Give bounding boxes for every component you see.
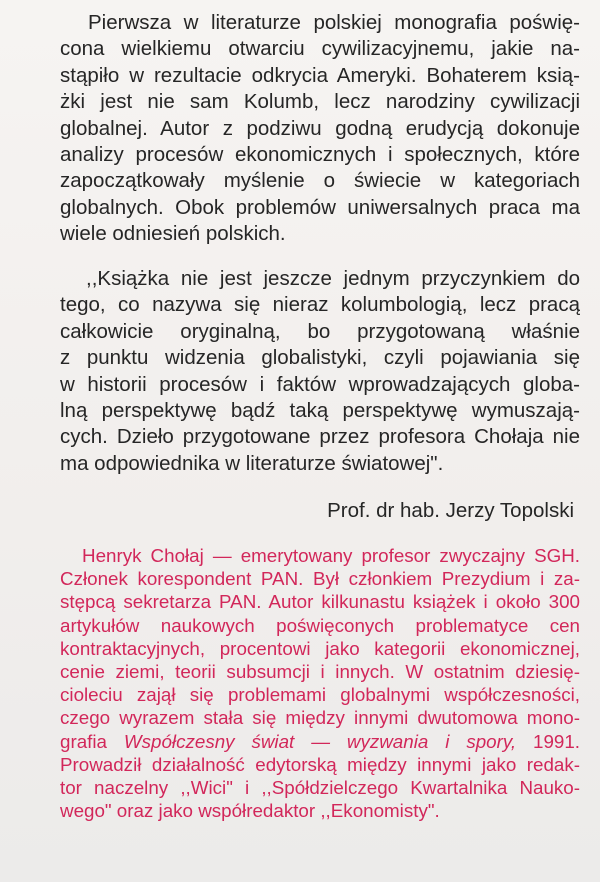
review-line: ,,Książka nie jest jeszcze jednym przyczynkiem do [86, 267, 580, 290]
bio-line: artykułów naukowych poświęconych problematyce cen [60, 614, 580, 636]
bio-line: kontraktacyjnych, procentowi jako kategorii ekonomicznej, [60, 637, 580, 659]
bio-line: Członek korespondent PAN. Był członkiem Prezydium i za- [60, 568, 580, 590]
review-line: ma odpowiednika w literaturze światowej". [60, 451, 444, 475]
bio-line: stępcą sekretarza PAN. Autor kilkunastu książek i około 300 [60, 591, 580, 613]
review-line: cych. Dzieło przygotowane przez profesora Chołaja nie [60, 425, 580, 449]
blurb-line: stąpiło w rezultacie odkrycia Ameryki. Bohaterem ksią- [60, 63, 580, 87]
bio-line-prefix: grafia [60, 730, 107, 752]
blurb-line: analizy procesów ekonomicznych i społecznych, które [60, 143, 580, 167]
blurb-line: żki jest nie sam Kolumb, lecz narodziny cywilizacji [60, 90, 580, 114]
review-line: w historii procesów i faktów wprowadzających globa- [60, 372, 580, 396]
blurb-line: zapoczątkowały myślenie o świecie w kategoriach [60, 169, 580, 193]
blurb-line: wiele odniesień polskich. [60, 222, 286, 246]
blurb-paragraph [60, 10, 580, 248]
bio-line: Henryk Chołaj — emerytowany profesor zwyczajny SGH. [82, 545, 580, 566]
bio-line: wego" oraz jako współredaktor ,,Ekonomisty". [60, 800, 440, 822]
bio-line: tor naczelny ,,Wici" i ,,Spółdzielczego Kwartalnika Nauko- [60, 777, 580, 799]
bio-line-suffix: 1991. [533, 730, 580, 752]
blurb-line: globalnej. Autor z podziwu godną erudycją dokonuje [60, 116, 580, 140]
review-signature: Prof. dr hab. Jerzy Topolski [327, 499, 574, 522]
review-line: całkowicie oryginalną, bo przygotowaną właśnie [60, 319, 580, 343]
blurb-line: Pierwsza w literaturze polskiej monografia poświę- [88, 11, 580, 34]
bio-line: czego wyrazem stała się między innymi dwutomowa mono- [60, 707, 580, 729]
bio-line: cenie ziemi, teorii subsumcji i innych. W ostatnim dziesię- [60, 661, 580, 683]
author-bio [60, 544, 580, 822]
blurb-line: globalnych. Obok problemów uniwersalnych praca ma [60, 195, 580, 219]
review-quote [60, 266, 580, 477]
book-title: Współczesny świat — wyzwania i spory, [123, 730, 517, 752]
review-line: tego, co nazywa się nieraz kolumbologią, lecz pracą [60, 293, 580, 317]
bio-line: cioleciu zajął się problemami globalnymi współczesności, [60, 684, 580, 706]
review-line: lną perspektywę bądź taką perspektywę wymuszają- [60, 399, 580, 423]
bio-line-with-title [60, 730, 580, 753]
bio-line: Prowadził działalność edytorską między innymi jako redak- [60, 753, 580, 775]
blurb-line: cona wielkiemu otwarciu cywilizacyjnemu, jakie na- [60, 37, 580, 61]
review-line: z punktu widzenia globalistyki, czyli pojawiania się [60, 346, 580, 370]
